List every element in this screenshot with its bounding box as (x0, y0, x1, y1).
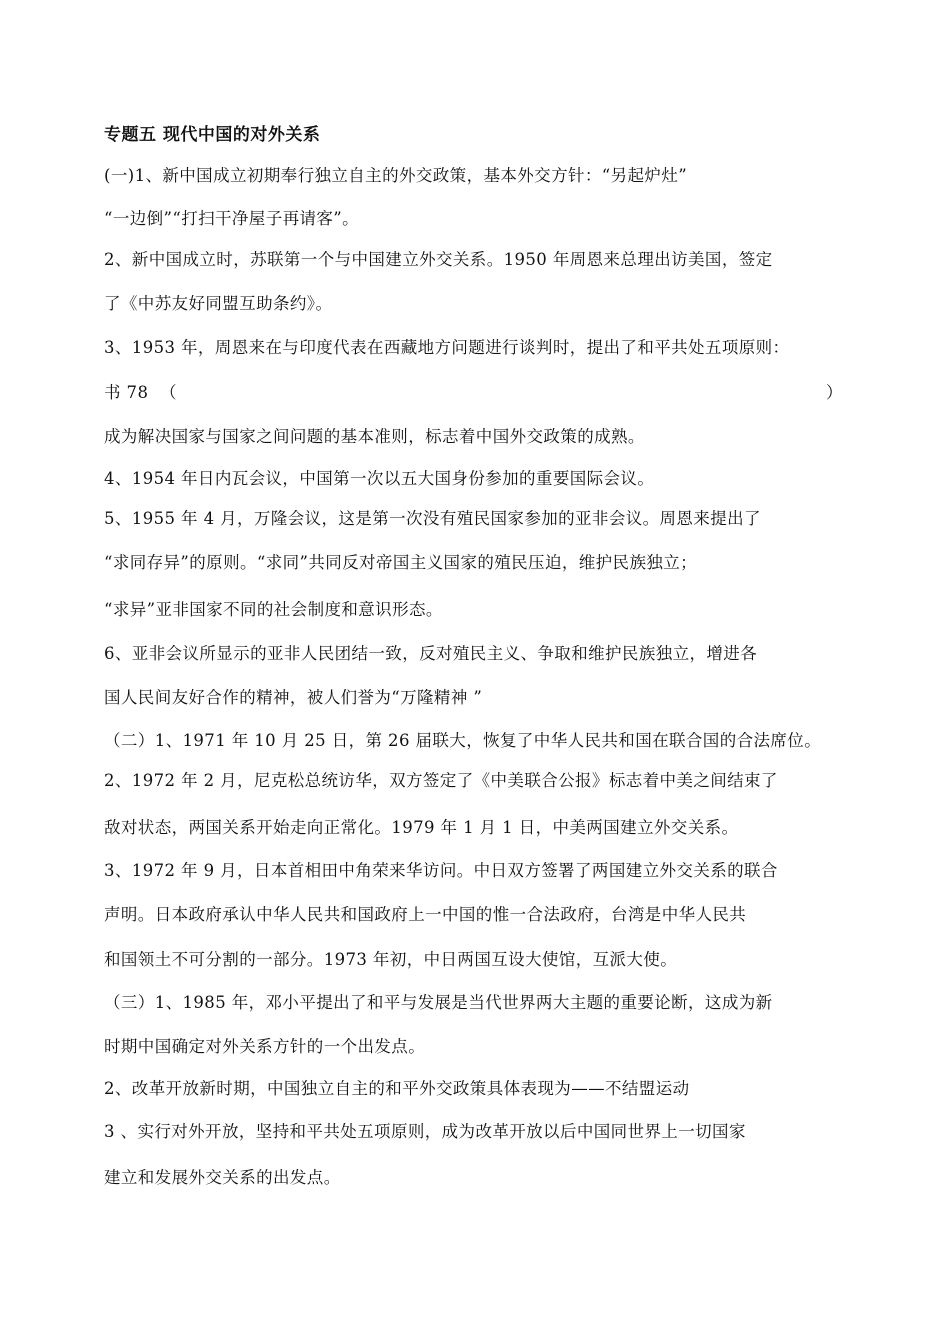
text-line: 3、1972 年 9 月，日本首相田中角荣来华访问。中日双方签署了两国建立外交关系的联合 (104, 861, 778, 880)
text-line: “一边倒”“打扫干净屋子再请客”。 (104, 209, 360, 228)
text-line: 敌对状态，两国关系开始走向正常化。1979 年 1 月 1 日，中美两国建立外交关系。 (104, 818, 739, 837)
text-line: 成为解决国家与国家之间问题的基本准则，标志着中国外交政策的成熟。 (104, 427, 645, 446)
text-line: “求同存异”的原则。“求同”共同反对帝国主义国家的殖民压迫，维护民族独立； (104, 553, 698, 572)
text-line: 建立和发展外交关系的出发点。 (104, 1168, 341, 1187)
text-line: 时期中国确定对外关系方针的一个出发点。 (104, 1037, 426, 1056)
blank-open-paren: （ (160, 383, 177, 402)
text-line: 5、1955 年 4 月，万隆会议，这是第一次没有殖民国家参加的亚非会议。周恩来提出了 (104, 509, 761, 528)
text-line: （二）1、1971 年 10 月 25 日，第 26 届联大，恢复了中华人民共和国在联合国的合法席位。 (104, 731, 822, 750)
text-line: “求异”亚非国家不同的社会制度和意识形态。 (104, 600, 443, 619)
text-line: 6、亚非会议所显示的亚非人民团结一致，反对殖民主义、争取和维护民族独立，增进各 (104, 644, 758, 663)
text-line: 4、1954 年日内瓦会议，中国第一次以五大国身份参加的重要国际会议。 (104, 469, 655, 488)
text-line: 3 、实行对外开放，坚持和平共处五项原则，成为改革开放以后中国同世界上一切国家 (104, 1122, 746, 1141)
text-line: 3、1953 年，周恩来在与印度代表在西藏地方问题进行谈判时，提出了和平共处五项原则： (104, 338, 790, 357)
document-title: 专题五 现代中国的对外关系 (104, 125, 321, 145)
text-line: 2、新中国成立时，苏联第一个与中国建立外交关系。1950 年周恩来总理出访美国，签定 (104, 250, 773, 269)
text-line: (一)1、新中国成立初期奉行独立自主的外交政策，基本外交方针：“另起炉灶” (104, 166, 688, 185)
text-line: 书 78 (104, 383, 149, 402)
text-line: 国人民间友好合作的精神，被人们誉为“万隆精神 ” (104, 688, 483, 707)
blank-close-paren: ） (826, 383, 843, 402)
text-line: 2、1972 年 2 月，尼克松总统访华，双方签定了《中美联合公报》标志着中美之间结束了 (104, 771, 778, 790)
text-line: 了《中苏友好同盟互助条约》。 (104, 294, 333, 313)
text-line: 2、改革开放新时期，中国独立自主的和平外交政策具体表现为——不结盟运动 (104, 1079, 690, 1098)
text-line: 和国领土不可分割的一部分。1973 年初，中日两国互设大使馆，互派大使。 (104, 950, 678, 969)
text-line: （三）1、1985 年，邓小平提出了和平与发展是当代世界两大主题的重要论断，这成为新 (104, 993, 773, 1012)
text-line: 声明。日本政府承认中华人民共和国政府上一中国的惟一合法政府，台湾是中华人民共 (104, 905, 747, 924)
